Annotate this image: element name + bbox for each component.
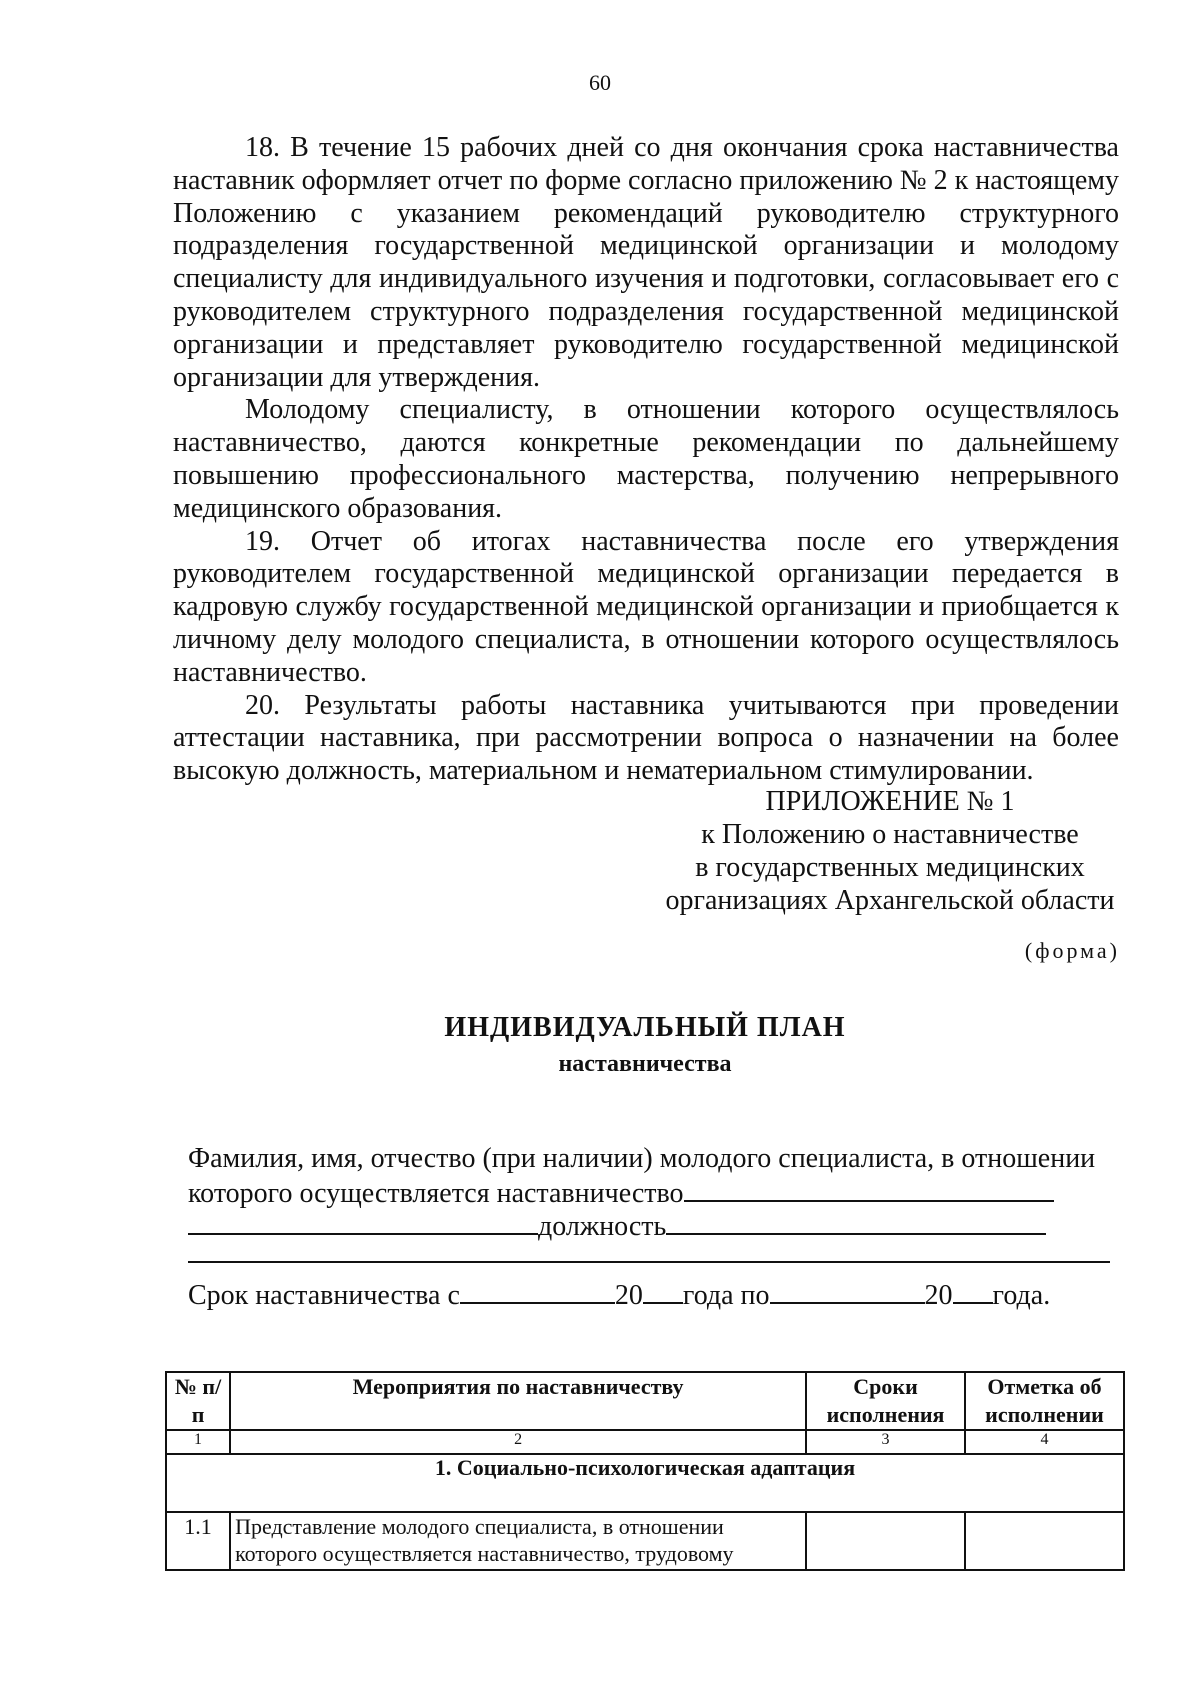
extra-blank-line[interactable]	[188, 1261, 1110, 1263]
year-to-blank[interactable]	[953, 1278, 993, 1304]
position-label: должность	[538, 1211, 667, 1242]
paragraph-20: 20. Результаты работы наставника учитываются при проведении аттестации наставника, при рассмотрении вопроса о назначении на более высокую должность, материальном и нематериальном стимулировании.	[173, 689, 1119, 787]
fio-blank[interactable]	[684, 1176, 1054, 1202]
row-deadline-cell[interactable]	[806, 1512, 965, 1570]
appendix-line-3: в государственных медицинских	[695, 852, 1085, 883]
term-line	[188, 1278, 1050, 1312]
year-from-prefix: 20	[614, 1280, 643, 1311]
table-header-row	[166, 1372, 1124, 1430]
body-text	[173, 132, 1119, 788]
column-number-row	[166, 1430, 1124, 1454]
form-label: (форма)	[1024, 938, 1120, 963]
year-from-suffix: года по	[682, 1280, 770, 1311]
year-to-suffix: года.	[992, 1280, 1051, 1311]
header-activity: Мероприятия по наставничеству	[230, 1372, 806, 1430]
appendix-header	[650, 785, 1130, 917]
appendix-line-4: организациях Архангельской области	[665, 885, 1115, 916]
term-label: Срок наставничества с	[188, 1280, 460, 1311]
section-row	[166, 1454, 1124, 1512]
fio-label-line-1: Фамилия, имя, отчество (при наличии) молодого специалиста, в отношении	[188, 1143, 1096, 1174]
table-row	[166, 1512, 1124, 1570]
header-deadline: Сроки исполнения	[806, 1372, 965, 1430]
year-to-prefix: 20	[924, 1280, 953, 1311]
fio-continuation-blank[interactable]	[188, 1209, 538, 1235]
fio-label: которого осуществляется наставничество	[188, 1178, 684, 1209]
position-line	[188, 1209, 1046, 1243]
plan-title: ИНДИВИДУАЛЬНЫЙ ПЛАН	[444, 1012, 846, 1043]
column-number: 1	[166, 1430, 230, 1454]
row-mark-cell[interactable]	[965, 1512, 1124, 1570]
plan-subtitle: наставничества	[558, 1051, 732, 1077]
row-number: 1.1	[166, 1512, 230, 1570]
column-number: 2	[230, 1430, 806, 1454]
section-title: 1. Социально-психологическая адаптация	[166, 1454, 1124, 1512]
mentorship-plan-table	[165, 1371, 1125, 1571]
column-number: 3	[806, 1430, 965, 1454]
row-activity: Представление молодого специалиста, в отношении которого осуществляется наставничество, трудовому	[230, 1512, 806, 1570]
header-mark: Отметка об исполнении	[965, 1372, 1124, 1430]
year-from-blank[interactable]	[643, 1278, 683, 1304]
paragraph-19: 19. Отчет об итогах наставничества после его утверждения руководителем государственной медицинской организации передается в кадровую службу государственной медицинской организации и приобщается к личному делу молодого специалиста, в отношении которого осуществлялось наставничество.	[173, 525, 1119, 688]
fio-label-line-2	[188, 1176, 1054, 1210]
term-to-blank[interactable]	[770, 1278, 925, 1304]
term-from-blank[interactable]	[460, 1278, 615, 1304]
page-number: 60	[589, 70, 611, 95]
position-blank[interactable]	[666, 1209, 1046, 1235]
appendix-line-2: к Положению о наставничестве	[701, 819, 1079, 850]
paragraph-recommendations: Молодому специалисту, в отношении которого осуществлялось наставничество, даются конкретные рекомендации по дальнейшему повышению профессионального мастерства, получению непрерывного медицинского образования.	[173, 394, 1119, 524]
column-number: 4	[965, 1430, 1124, 1454]
paragraph-18: 18. В течение 15 рабочих дней со дня окончания срока наставничества наставник оформляет отчет по форме согласно приложению № 2 к настоящему Положению с указанием рекомендаций руководителю структурного подразделения государственной медицинской организации и молодому специалисту для индивидуального изучения и подготовки, согласовывает его с руководителем структурного подразделения государственной медицинской организации и представляет руководителю государственной медицинской организации для утверждения.	[173, 132, 1119, 393]
appendix-title: ПРИЛОЖЕНИЕ № 1	[765, 786, 1015, 817]
header-num: № п/п	[166, 1372, 230, 1430]
